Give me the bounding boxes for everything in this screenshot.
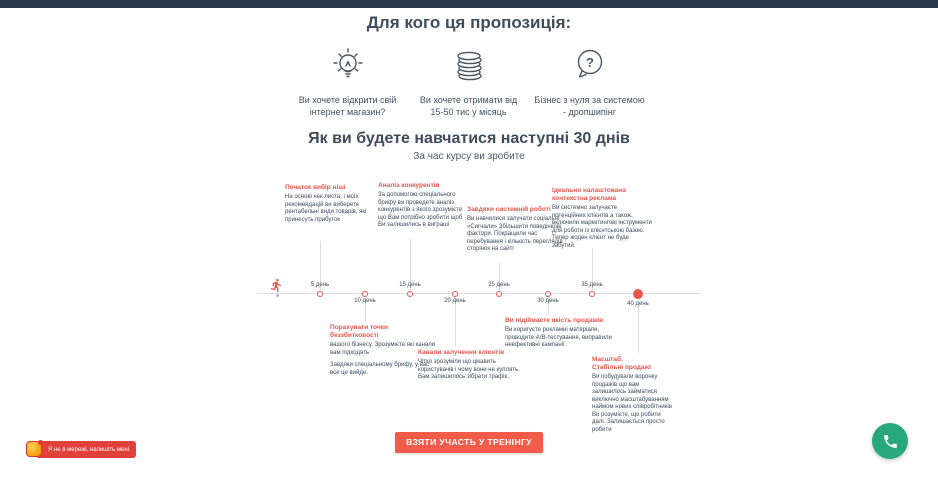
annotation-context-ads [552,187,652,250]
milestone-dot-15 [407,291,413,297]
feature-open-shop [287,44,408,118]
offline-chat-label: Я не в мережі, напишіть мені [48,446,129,453]
annotation-title: Масштаб. Стабільні продажі [592,356,651,372]
connector-line [638,306,639,353]
milestone-dot-35 [589,291,595,297]
question-bubble-icon [569,44,611,88]
feature-label: Ви хочете отримати від 15-50 тис у місяць [419,95,518,118]
annotation-body: За допомогою спеціального брифу ви проведете аналіз конкурентів з якого зрозумієте що Вам потрібно зробити щоб Ви залишились в виграші [378,192,463,229]
milestone-label: 40 день [627,301,649,307]
course-section-title: Як ви будете навчатися наступні 30 днів [308,130,630,147]
lightbulb-icon [328,44,368,88]
milestone-dot-20 [452,291,458,297]
svg-text:?: ? [585,55,594,70]
feature-income [408,44,529,118]
milestone-label: 35 день [581,282,603,288]
annotation-body: Чітко зрозуміли що цікавить користувачів і чому вони не куплять. Вам залишилось зібрати трафік. [418,359,520,381]
annotation-body: вашого бізнесу. Зрозумієте які канали вам підходять [330,342,436,356]
annotation-title: Порахувати точки беззбитковості [330,324,388,340]
audience-features [287,44,651,118]
annotation-niche [285,184,369,224]
annotation-title: Канали залучення клієнтів [418,349,505,356]
chat-icon[interactable] [26,441,42,457]
annotation-competitors [378,182,470,230]
milestone-dot-10 [362,291,368,297]
milestone-dot-5 [317,291,323,297]
top-navy-bar [0,0,938,8]
feature-label: Бізнес з нуля за системою - дропшипінг [534,95,645,118]
milestone-label: 10 день [354,298,376,304]
annotation-title: Аналіз конкурентів [378,182,440,189]
offline-chat-badge[interactable] [36,441,136,458]
annotation-sales-quality [505,317,617,350]
coins-icon [448,44,490,88]
annotation-body: Ви системно залучаєте потенційних клієнтів а також, включили маркетингові інструменти для роботи із клієнтською базою. Тепер жоден клієнт не буде забутий. [552,205,652,249]
annotation-body: На основі чек листа, і моїх рекомендацій ви виберете рентабельні види товарів, які принесуть прибуток [285,194,367,223]
annotation-scale [592,356,687,434]
milestone-label: 20 день [444,298,466,304]
annotation-body: Ви коригуєте рекламні матеріали, проводите А/В-тестування, виправили неефективні кампанії [505,327,612,349]
milestone-label: 15 день [399,282,421,288]
annotation-title: Ідеально налаштована контекстна реклама [552,187,626,203]
connector-line [455,298,456,346]
milestone-label: 5 день [310,282,330,288]
annotation-body: Ви навчилися залучати соціальні «Сигнали» Збільшити поведінкові фактори. Покращили час перебування і кількість переглядів сторінок на сайті [467,216,563,253]
annotation-title: Ви підіймаєте якість продажів [505,317,604,324]
annotation-body: Ви побудували воронку продажів що вам залишилось займатися виключно масштабуванням наймом нових співробітників Ви розумієте, що робити далі. Залишається просто робити [592,374,672,433]
course-section-subtitle: За час курсу ви зробите [413,151,525,162]
feature-label: Ви хочете відкрити свій інтернет магазин? [298,95,397,118]
milestone-dot-30 [545,291,551,297]
milestone-dot-25 [496,291,502,297]
feature-dropshipping [529,44,650,118]
annotation-channels [418,349,530,382]
phone-icon [882,433,899,450]
timeline-start-dot [276,294,279,297]
runner-icon [269,278,284,293]
annotation-systematic-work [467,206,564,254]
audience-section-title: Для кого ця пропозиція: [366,13,572,32]
callback-phone-button[interactable] [872,423,908,459]
annotation-title: Початок вибір ніші [285,184,346,191]
milestone-label: 30 день [537,298,559,304]
annotation-title: Завдяки системній роботі [467,206,551,213]
annotation-body: Завдяки спеціальному брифу, у вас все це вийде. [330,362,430,376]
milestone-label: 25 день [488,282,510,288]
join-training-button[interactable]: ВЗЯТИ УЧАСТЬ У ТРЕНІНГУ [395,432,543,453]
milestone-dot-40 [633,289,643,299]
